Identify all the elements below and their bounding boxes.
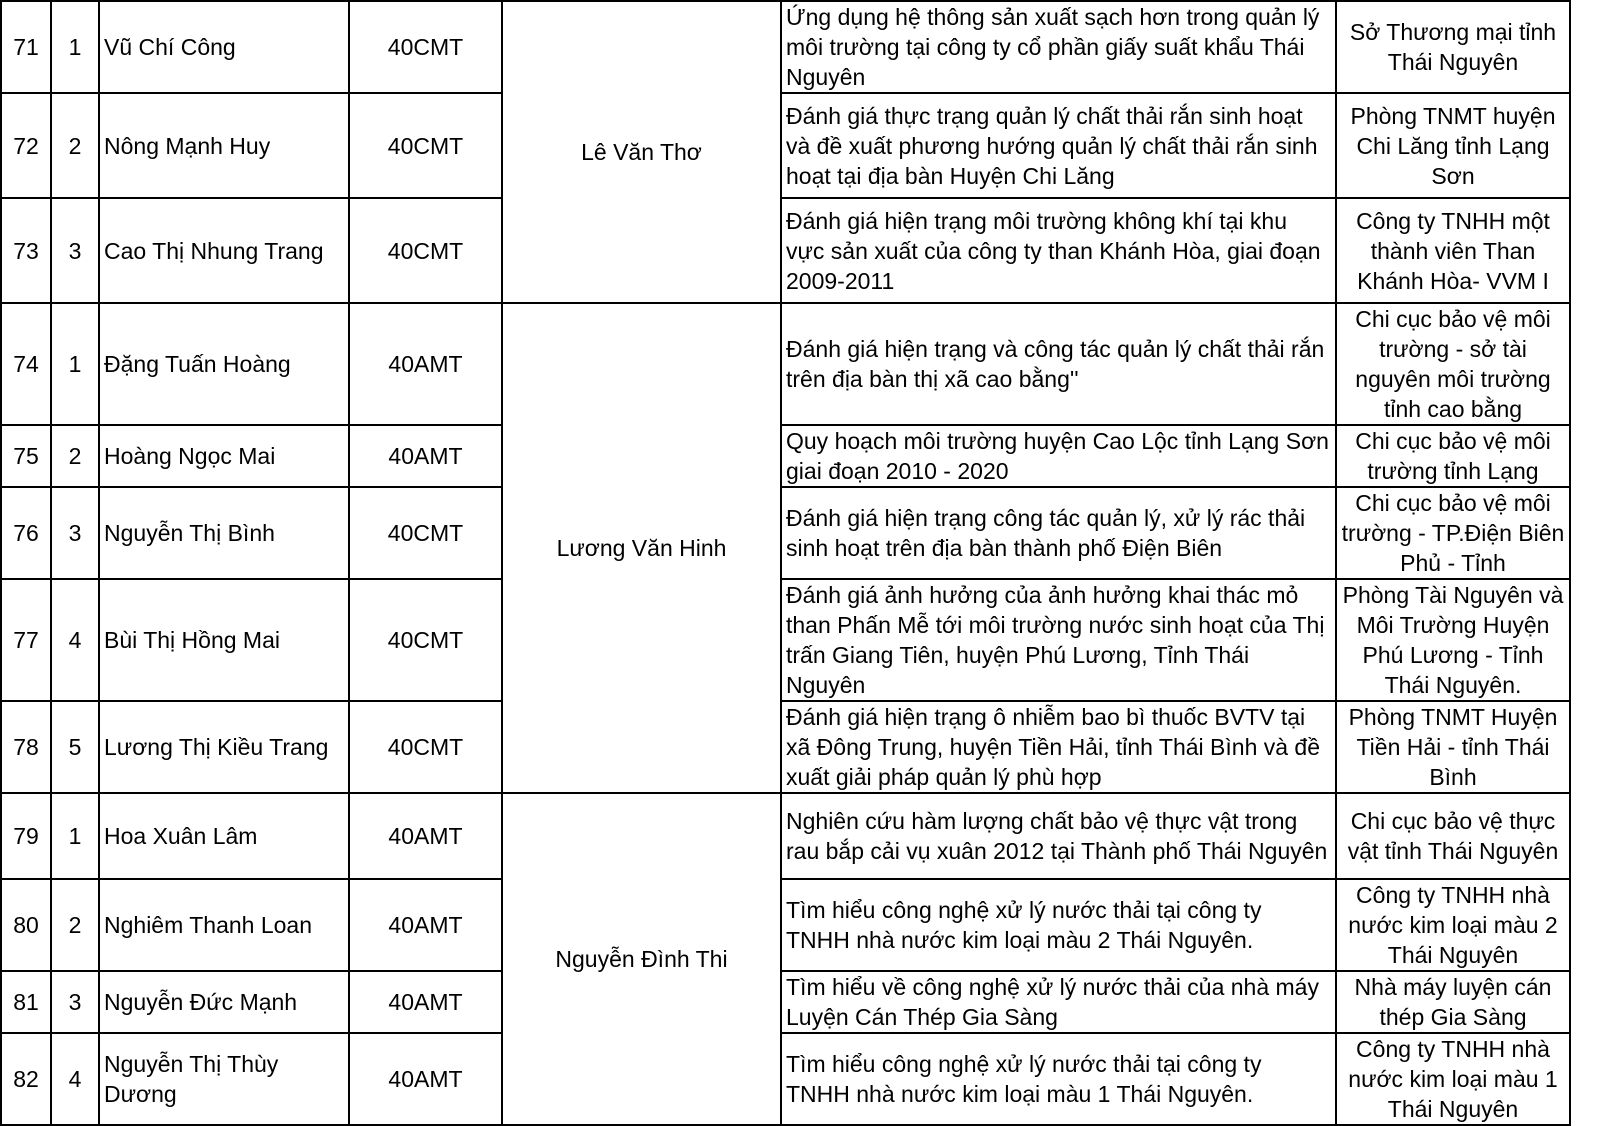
thesis-topic: Nghiên cứu hàm lượng chất bảo vệ thực vật trong rau bắp cải vụ xuân 2012 tại Thành phố Thái Nguyên bbox=[781, 793, 1336, 879]
student-name: Nguyễn Đức Mạnh bbox=[99, 971, 349, 1033]
row-number: 81 bbox=[1, 971, 51, 1033]
group-index: 3 bbox=[51, 971, 99, 1033]
table-row bbox=[1, 793, 1570, 879]
table-row bbox=[1, 971, 1570, 1033]
row-number: 77 bbox=[1, 579, 51, 701]
student-name: Lương Thị Kiều Trang bbox=[99, 701, 349, 793]
table-row bbox=[1, 579, 1570, 701]
internship-organization: Phòng TNMT Huyện Tiền Hải - tỉnh Thái Bình bbox=[1336, 701, 1570, 793]
thesis-topic: Tìm hiểu về công nghệ xử lý nước thải của nhà máy Luyện Cán Thép Gia Sàng bbox=[781, 971, 1336, 1033]
group-index: 4 bbox=[51, 579, 99, 701]
row-number: 76 bbox=[1, 487, 51, 579]
table-row bbox=[1, 425, 1570, 487]
table-row bbox=[1, 1033, 1570, 1125]
class-code: 40AMT bbox=[349, 1033, 502, 1125]
group-index: 2 bbox=[51, 93, 99, 198]
advisor-name: Nguyễn Đình Thi bbox=[502, 793, 781, 1125]
thesis-topic: Ứng dụng hệ thông sản xuất sạch hơn trong quản lý môi trường tại công ty cổ phần giấy suất khẩu Thái Nguyên bbox=[781, 1, 1336, 93]
group-index: 2 bbox=[51, 879, 99, 971]
group-index: 3 bbox=[51, 487, 99, 579]
table-row bbox=[1, 303, 1570, 425]
internship-organization: Phòng Tài Nguyên và Môi Trường Huyện Phú Lương - Tỉnh Thái Nguyên. bbox=[1336, 579, 1570, 701]
group-index: 2 bbox=[51, 425, 99, 487]
table-row bbox=[1, 879, 1570, 971]
student-name: Nông Mạnh Huy bbox=[99, 93, 349, 198]
table-row bbox=[1, 93, 1570, 198]
internship-organization: Nhà máy luyện cán thép Gia Sàng bbox=[1336, 971, 1570, 1033]
internship-organization: Công ty TNHH nhà nước kim loại màu 2 Thái Nguyên bbox=[1336, 879, 1570, 971]
thesis-topic: Quy hoạch môi trường huyện Cao Lộc tỉnh Lạng Sơn giai đoạn 2010 - 2020 bbox=[781, 425, 1336, 487]
student-name: Bùi Thị Hồng Mai bbox=[99, 579, 349, 701]
class-code: 40CMT bbox=[349, 93, 502, 198]
row-number: 74 bbox=[1, 303, 51, 425]
thesis-topic: Đánh giá hiện trạng ô nhiễm bao bì thuốc BVTV tại xã Đông Trung, huyện Tiền Hải, tỉnh Thái Bình và đề xuất giải pháp quản lý phù hợp bbox=[781, 701, 1336, 793]
row-number: 78 bbox=[1, 701, 51, 793]
table-row bbox=[1, 701, 1570, 793]
row-number: 80 bbox=[1, 879, 51, 971]
class-code: 40CMT bbox=[349, 701, 502, 793]
group-index: 1 bbox=[51, 1, 99, 93]
advisor-name: Lê Văn Thơ bbox=[502, 1, 781, 303]
class-code: 40AMT bbox=[349, 879, 502, 971]
internship-organization: Chi cục bảo vệ môi trường - sở tài nguyên môi trường tỉnh cao bằng bbox=[1336, 303, 1570, 425]
row-number: 72 bbox=[1, 93, 51, 198]
student-name: Nguyễn Thị Thùy Dương bbox=[99, 1033, 349, 1125]
class-code: 40CMT bbox=[349, 487, 502, 579]
table-row bbox=[1, 198, 1570, 303]
group-index: 5 bbox=[51, 701, 99, 793]
internship-organization: Chi cục bảo vệ thực vật tỉnh Thái Nguyên bbox=[1336, 793, 1570, 879]
row-number: 79 bbox=[1, 793, 51, 879]
thesis-topic: Đánh giá thực trạng quản lý chất thải rắn sinh hoạt và đề xuất phương hướng quản lý chất thải rắn sinh hoạt tại địa bàn Huyện Chi Lăng bbox=[781, 93, 1336, 198]
row-number: 82 bbox=[1, 1033, 51, 1125]
thesis-topic: Đánh giá hiện trạng môi trường không khí tại khu vực sản xuất của công ty than Khánh Hòa, giai đoạn 2009-2011 bbox=[781, 198, 1336, 303]
student-name: Hoàng Ngọc Mai bbox=[99, 425, 349, 487]
thesis-topic: Tìm hiểu công nghệ xử lý nước thải tại công ty TNHH nhà nước kim loại màu 2 Thái Nguyên. bbox=[781, 879, 1336, 971]
group-index: 3 bbox=[51, 198, 99, 303]
class-code: 40AMT bbox=[349, 971, 502, 1033]
class-code: 40AMT bbox=[349, 425, 502, 487]
student-name: Nguyễn Thị Bình bbox=[99, 487, 349, 579]
class-code: 40CMT bbox=[349, 579, 502, 701]
table-row bbox=[1, 1, 1570, 93]
thesis-topic: Đánh giá hiện trạng công tác quản lý, xử lý rác thải sinh hoạt trên địa bàn thành phố Điện Biên bbox=[781, 487, 1336, 579]
student-name: Vũ Chí Công bbox=[99, 1, 349, 93]
class-code: 40CMT bbox=[349, 198, 502, 303]
group-index: 1 bbox=[51, 303, 99, 425]
row-number: 75 bbox=[1, 425, 51, 487]
internship-organization: Chi cục bảo vệ môi trường - TP.Điện Biên Phủ - Tỉnh bbox=[1336, 487, 1570, 579]
internship-organization: Sở Thương mại tỉnh Thái Nguyên bbox=[1336, 1, 1570, 93]
thesis-topic: Tìm hiểu công nghệ xử lý nước thải tại công ty TNHH nhà nước kim loại màu 1 Thái Nguyên. bbox=[781, 1033, 1336, 1125]
student-name: Nghiêm Thanh Loan bbox=[99, 879, 349, 971]
table-row bbox=[1, 487, 1570, 579]
class-code: 40CMT bbox=[349, 1, 502, 93]
student-name: Hoa Xuân Lâm bbox=[99, 793, 349, 879]
row-number: 71 bbox=[1, 1, 51, 93]
group-index: 4 bbox=[51, 1033, 99, 1125]
class-code: 40AMT bbox=[349, 793, 502, 879]
thesis-topic: Đánh giá hiện trạng và công tác quản lý chất thải rắn trên địa bàn thị xã cao bằng'' bbox=[781, 303, 1336, 425]
internship-organization: Công ty TNHH một thành viên Than Khánh Hòa- VVM I bbox=[1336, 198, 1570, 303]
student-name: Cao Thị Nhung Trang bbox=[99, 198, 349, 303]
thesis-topic: Đánh giá ảnh hưởng của ảnh hưởng khai thác mỏ than Phấn Mễ tới môi trường nước sinh hoạt của Thị trấn Giang Tiên, huyện Phú Lương, Tỉnh Thái Nguyên bbox=[781, 579, 1336, 701]
internship-organization: Công ty TNHH nhà nước kim loại màu 1 Thái Nguyên bbox=[1336, 1033, 1570, 1125]
row-number: 73 bbox=[1, 198, 51, 303]
class-code: 40AMT bbox=[349, 303, 502, 425]
advisor-name: Lương Văn Hinh bbox=[502, 303, 781, 793]
student-name: Đặng Tuấn Hoàng bbox=[99, 303, 349, 425]
internship-organization: Phòng TNMT huyện Chi Lăng tỉnh Lạng Sơn bbox=[1336, 93, 1570, 198]
internship-organization: Chi cục bảo vệ môi trường tỉnh Lạng bbox=[1336, 425, 1570, 487]
group-index: 1 bbox=[51, 793, 99, 879]
